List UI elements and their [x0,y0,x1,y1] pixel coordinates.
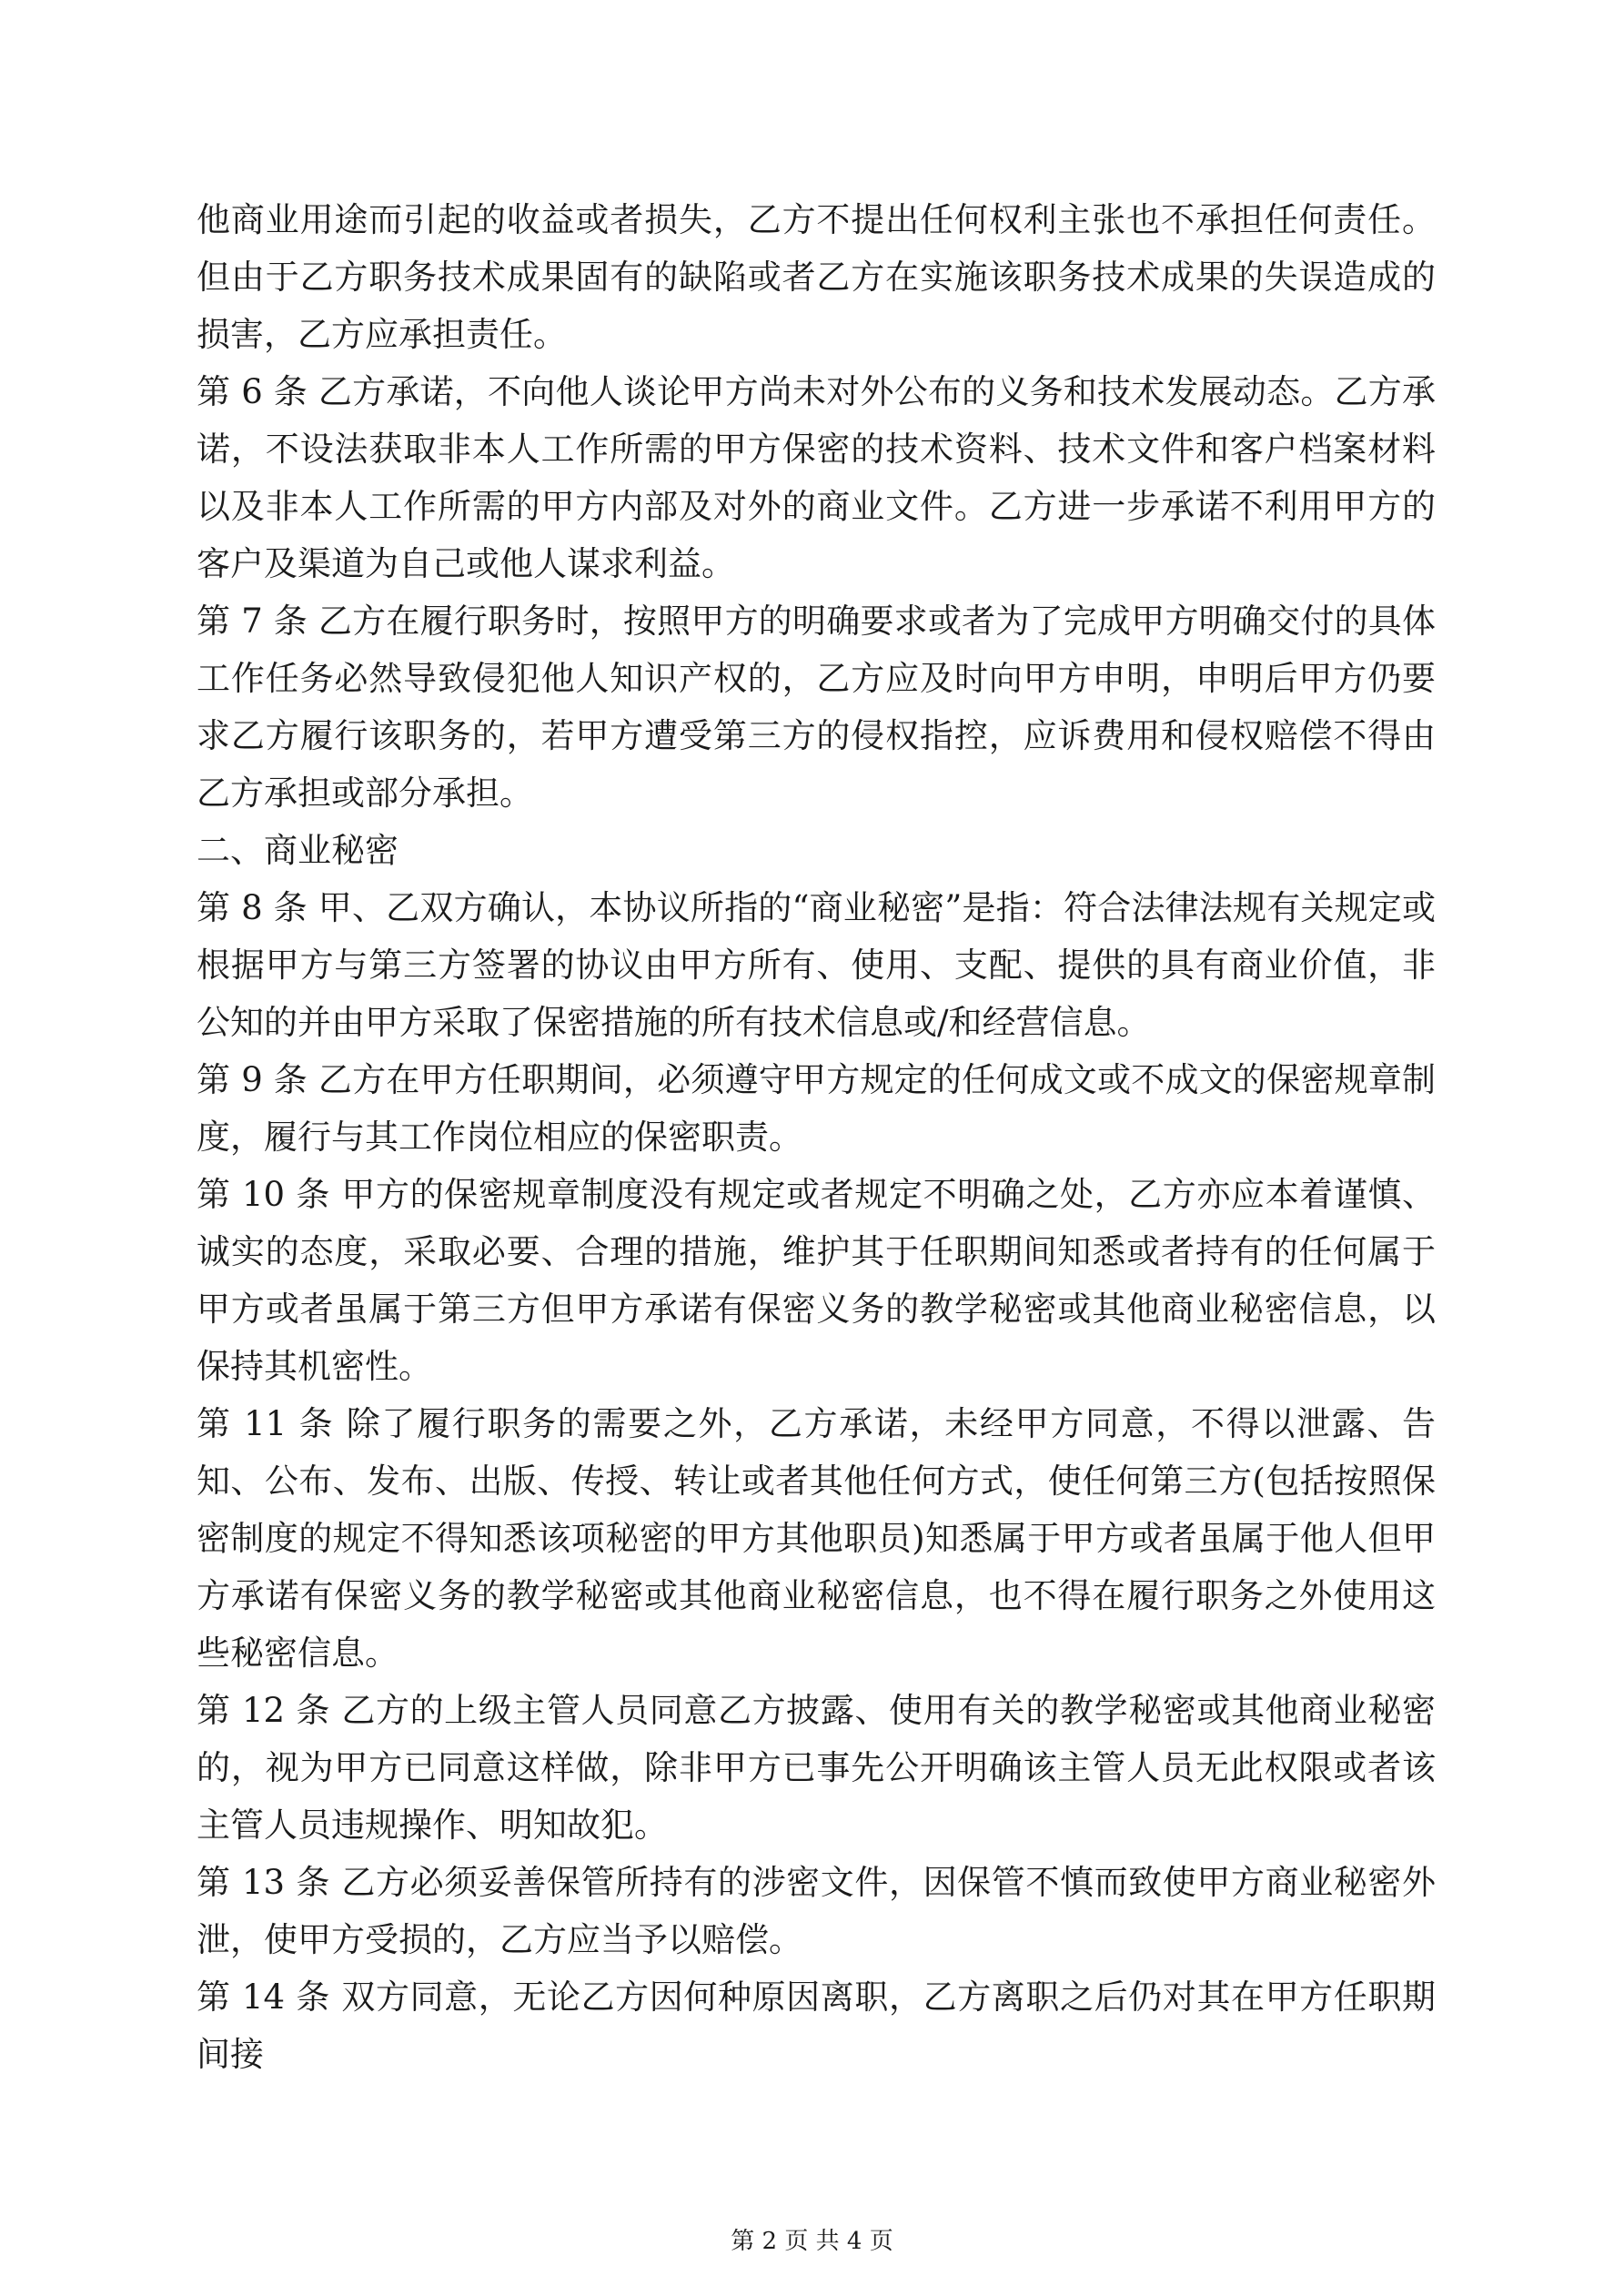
section-heading-trade-secrets: 二、商业秘密 [197,831,398,870]
clause-11: 第 11 条 除了履行职务的需要之外，乙方承诺，未经甲方同意，不得以泄露、告知、公布、发布、出版、传授、转让或者其他任何方式，使任何第三方(包括按照保密制度的规定不得知悉该项秘密的甲方其他职员)知悉属于甲方或者虽属于他人但甲方承诺有保密义务的教学秘密或其他商业秘密信息，也不得在履行职务之外使用这些秘密信息。 [197,1404,1436,1673]
clause-9: 第 9 条 乙方在甲方任职期间，必须遵守甲方规定的任何成文或不成文的保密规章制度，履行与其工作岗位相应的保密职责。 [197,1060,1436,1157]
clause-10: 第 10 条 甲方的保密规章制度没有规定或者规定不明确之处，乙方亦应本着谨慎、诚实的态度，采取必要、合理的措施，维护其于任职期间知悉或者持有的任何属于甲方或者虽属于第三方但甲方承诺有保密义务的教学秘密或其他商业秘密信息，以保持其机密性。 [197,1175,1436,1386]
page-number-footer: 第 2 页 共 4 页 [731,2228,893,2255]
document-body [197,191,1436,2083]
clause-13: 第 13 条 乙方必须妥善保管所持有的涉密文件，因保管不慎而致使甲方商业秘密外泄，使甲方受损的，乙方应当予以赔偿。 [197,1863,1436,1959]
clause-6: 第 6 条 乙方承诺，不向他人谈论甲方尚未对外公布的义务和技术发展动态。乙方承诺，不设法获取非本人工作所需的甲方保密的技术资料、技术文件和客户档案材料以及非本人工作所需的甲方内部及对外的商业文件。乙方进一步承诺不利用甲方的客户及渠道为自己或他人谋求利益。 [197,372,1436,583]
clause-14: 第 14 条 双方同意，无论乙方因何种原因离职，乙方离职之后仍对其在甲方任职期间接 [197,1977,1436,2074]
clause-12: 第 12 条 乙方的上级主管人员同意乙方披露、使用有关的教学秘密或其他商业秘密的，视为甲方已同意这样做，除非甲方已事先公开明确该主管人员无此权限或者该主管人员违规操作、明知故犯。 [197,1691,1436,1845]
paragraph-continuation: 他商业用途而引起的收益或者损失，乙方不提出任何权利主张也不承担任何责任。但由于乙方职务技术成果固有的缺陷或者乙方在实施该职务技术成果的失误造成的损害，乙方应承担责任。 [197,200,1436,354]
clause-8: 第 8 条 甲、乙双方确认，本协议所指的“商业秘密”是指：符合法律法规有关规定或根据甲方与第三方签署的协议由甲方所有、使用、支配、提供的具有商业价值，非公知的并由甲方采取了保密措施的所有技术信息或/和经营信息。 [197,888,1436,1042]
clause-7: 第 7 条 乙方在履行职务时，按照甲方的明确要求或者为了完成甲方明确交付的具体工作任务必然导致侵犯他人知识产权的，乙方应及时向甲方申明，申明后甲方仍要求乙方履行该职务的，若甲方遭受第三方的侵权指控，应诉费用和侵权赔偿不得由乙方承担或部分承担。 [197,602,1436,813]
